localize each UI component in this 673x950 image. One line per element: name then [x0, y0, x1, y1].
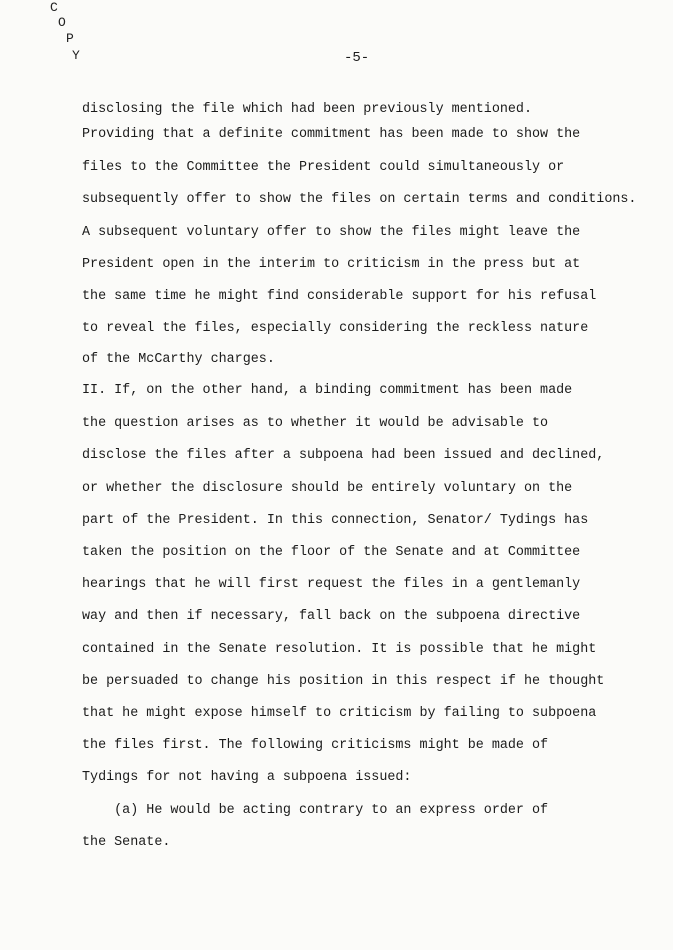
- copy-stamp-letter-y: Y: [72, 48, 80, 63]
- text-line: the Senate.: [82, 835, 171, 850]
- page-number: -5-: [344, 50, 370, 66]
- text-line: that he might expose himself to criticism by failing to subpoena: [82, 706, 597, 721]
- text-line: the files first. The following criticisms might be made of: [82, 738, 549, 753]
- text-line: II. If, on the other hand, a binding commitment has been made: [82, 383, 573, 398]
- text-line: hearings that he will first request the files in a gentlemanly: [82, 577, 581, 592]
- text-line: to reveal the files, especially considering the reckless nature: [82, 321, 589, 336]
- text-line: (a) He would be acting contrary to an express order of: [82, 803, 549, 818]
- copy-stamp-letter-o: O: [58, 15, 66, 30]
- text-line: the same time he might find considerable support for his refusal: [82, 289, 597, 304]
- text-line: Tydings for not having a subpoena issued:: [82, 770, 412, 785]
- text-line: the question arises as to whether it would be advisable to: [82, 416, 549, 431]
- text-line: taken the position on the floor of the Senate and at Committee: [82, 545, 581, 560]
- text-line: or whether the disclosure should be entirely voluntary on the: [82, 481, 573, 496]
- text-line: of the McCarthy charges.: [82, 352, 275, 367]
- text-line: President open in the interim to criticism in the press but at: [82, 257, 581, 272]
- text-line: way and then if necessary, fall back on the subpoena directive: [82, 609, 581, 624]
- text-line: files to the Committee the President could simultaneously or: [82, 160, 565, 175]
- text-line: contained in the Senate resolution. It is possible that he might: [82, 642, 597, 657]
- text-line: Providing that a definite commitment has been made to show the: [82, 127, 581, 142]
- text-line: disclose the files after a subpoena had been issued and declined,: [82, 448, 605, 463]
- text-line: subsequently offer to show the files on certain terms and conditions.: [82, 192, 637, 207]
- text-line: part of the President. In this connection, Senator/ Tydings has: [82, 513, 589, 528]
- text-line: disclosing the file which had been previously mentioned.: [82, 102, 532, 117]
- text-line: be persuaded to change his position in this respect if he thought: [82, 674, 605, 689]
- text-line: A subsequent voluntary offer to show the files might leave the: [82, 225, 581, 240]
- copy-stamp-letter-p: P: [66, 31, 74, 46]
- copy-stamp-letter-c: C: [50, 0, 58, 15]
